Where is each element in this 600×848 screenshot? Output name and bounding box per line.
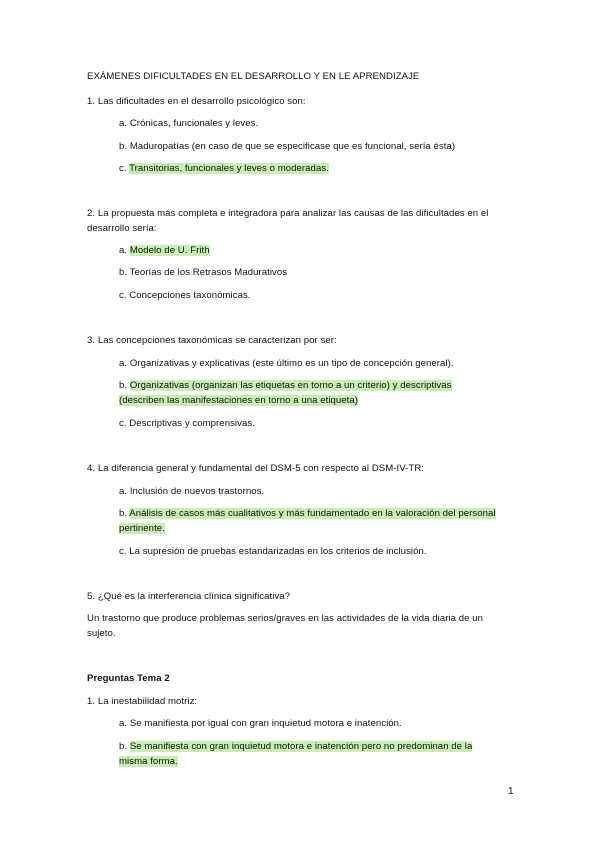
t2-q1-correct-answer-line1: Se manifiesta con gran inquietud motora e inatención pero no predominan de la	[129, 741, 473, 752]
q4-option-a: a. Inclusión de nuevos trastornos.	[119, 486, 265, 497]
t2-q1-question: 1. La inestabilidad motriz:	[87, 696, 198, 707]
q1-question: 1. Las dificultades en el desarrollo psicológico son:	[87, 96, 306, 107]
t2-q1-option-b-letter: b.	[119, 741, 128, 752]
q4-option-b-letter: b.	[119, 508, 128, 519]
q3-correct-answer-line2: (describen las manifestaciones en torno a una etiqueta)	[119, 395, 359, 406]
q1-option-b: b. Maduropatías (en caso de que se especificase que es funcional, sería ésta)	[119, 141, 456, 152]
q3-correct-answer-line1: Organizativas (organizan las etiquetas en torno a un criterio) y descriptivas	[129, 380, 452, 391]
q1-option-c	[119, 163, 329, 175]
t2-q1-option-b-line2	[119, 756, 178, 768]
q1-option-c-letter: c.	[119, 163, 127, 174]
t2-q1-option-a: a. Se manifiesta por igual con gran inquietud motora e inatención.	[119, 718, 402, 729]
q5-question: 5. ¿Qué es la interferencia clínica significativa?	[87, 591, 290, 602]
q3-option-a: a. Organizativas y explicativas (este último es un tipo de concepción general).	[119, 358, 454, 369]
q4-option-b-line2	[119, 523, 165, 535]
q4-option-c: c. La supresión de pruebas estandarizadas en los criterios de inclusión.	[119, 546, 427, 557]
q2-option-a	[119, 245, 210, 257]
q5-answer-line1: Un trastorno que produce problemas serios/graves en las actividades de la vida diaria de un	[87, 613, 483, 624]
q2-correct-answer: Modelo de U. Frith	[129, 245, 210, 256]
q1-correct-answer: Transitorias, funcionales y leves o moderadas.	[129, 163, 329, 174]
q3-option-b-letter: b.	[119, 380, 128, 391]
t2-q1-correct-answer-line2: misma forma.	[119, 756, 178, 767]
q2-question-line1: 2. La propuesta más completa e integradora para analizar las causas de las dificultades en el	[87, 208, 489, 219]
q4-correct-answer-line2: pertinente.	[119, 523, 165, 534]
q3-question: 3. Las concepciones taxonómicas se caracterizan por ser:	[87, 335, 337, 346]
q5-answer-line2: sujeto.	[87, 628, 116, 639]
page-number: 1	[508, 786, 514, 797]
q4-question: 4. La diferencia general y fundamental del DSM-5 con respecto al DSM-IV-TR:	[87, 463, 425, 474]
q4-option-b-line1	[119, 508, 496, 520]
t2-q1-option-b-line1	[119, 741, 472, 753]
q2-option-a-letter: a.	[119, 245, 128, 256]
q3-option-c: c. Descriptivas y comprensivas.	[119, 418, 255, 429]
q3-option-b-line1	[119, 380, 452, 392]
q2-option-b: b. Teorías de los Retrasos Madurativos	[119, 267, 288, 278]
q3-option-b-line2	[119, 395, 358, 407]
document-title: EXÁMENES DIFICULTADES EN EL DESARROLLO Y EN LE APRENDIZAJE	[87, 71, 420, 82]
q4-correct-answer-line1: Análisis de casos más cualitativos y más fundamentado en la valoración del personal	[129, 508, 496, 519]
q2-option-c: c. Concepciones taxonómicas.	[119, 290, 251, 301]
q2-question-line2: desarrollo sería:	[87, 223, 157, 234]
q1-option-a: a. Crónicas, funcionales y leves.	[119, 118, 259, 129]
section-title: Preguntas Tema 2	[87, 673, 170, 684]
